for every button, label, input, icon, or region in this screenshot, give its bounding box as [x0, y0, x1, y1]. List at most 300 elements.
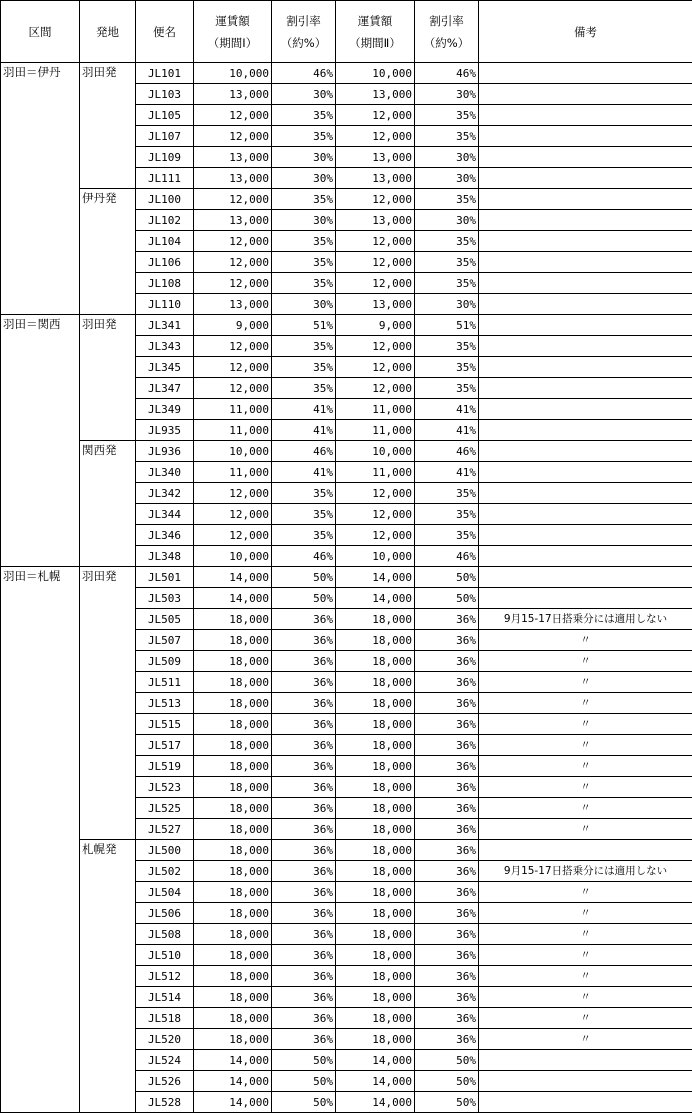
rate-period-1-cell: 36% [272, 735, 336, 756]
header-flight: 便名 [136, 1, 194, 63]
rate-period-1-cell: 35% [272, 105, 336, 126]
note-cell [479, 1092, 692, 1113]
fare-period-1-cell: 12,000 [194, 525, 272, 546]
fare-period-1-cell: 12,000 [194, 105, 272, 126]
header-fare-period-2-sub: （期間Ⅱ） [338, 32, 412, 54]
note-cell [479, 231, 692, 252]
rate-period-2-cell: 41% [415, 462, 479, 483]
rate-period-2-cell: 36% [415, 819, 479, 840]
fare-period-1-cell: 18,000 [194, 756, 272, 777]
flight-number-cell: JL104 [136, 231, 194, 252]
fare-period-1-cell: 12,000 [194, 483, 272, 504]
flight-number-cell: JL341 [136, 315, 194, 336]
rate-period-2-cell: 35% [415, 231, 479, 252]
rate-period-1-cell: 35% [272, 231, 336, 252]
note-cell [479, 315, 692, 336]
fare-period-2-cell: 14,000 [336, 1092, 415, 1113]
note-cell: 〃 [479, 1008, 692, 1029]
flight-number-cell: JL506 [136, 903, 194, 924]
flight-number-cell: JL102 [136, 210, 194, 231]
rate-period-2-cell: 35% [415, 252, 479, 273]
fare-period-2-cell: 12,000 [336, 126, 415, 147]
note-cell: 〃 [479, 693, 692, 714]
flight-number-cell: JL105 [136, 105, 194, 126]
rate-period-1-cell: 50% [272, 1050, 336, 1071]
flight-number-cell: JL100 [136, 189, 194, 210]
rate-period-2-cell: 51% [415, 315, 479, 336]
rate-period-2-cell: 35% [415, 336, 479, 357]
rate-period-1-cell: 50% [272, 1092, 336, 1113]
rate-period-1-cell: 35% [272, 126, 336, 147]
flight-number-cell: JL523 [136, 777, 194, 798]
rate-period-1-cell: 36% [272, 861, 336, 882]
rate-period-1-cell: 35% [272, 357, 336, 378]
rate-period-1-cell: 36% [272, 1008, 336, 1029]
fare-period-1-cell: 12,000 [194, 273, 272, 294]
note-cell: 〃 [479, 756, 692, 777]
rate-period-1-cell: 30% [272, 168, 336, 189]
fare-period-2-cell: 18,000 [336, 840, 415, 861]
fare-period-2-cell: 12,000 [336, 105, 415, 126]
fare-period-2-cell: 12,000 [336, 504, 415, 525]
rate-period-1-cell: 36% [272, 798, 336, 819]
flight-number-cell: JL502 [136, 861, 194, 882]
note-cell [479, 63, 692, 84]
rate-period-2-cell: 35% [415, 357, 479, 378]
fare-period-1-cell: 12,000 [194, 504, 272, 525]
table-row [1, 840, 692, 861]
note-cell: 〃 [479, 882, 692, 903]
fare-period-2-cell: 18,000 [336, 945, 415, 966]
flight-number-cell: JL510 [136, 945, 194, 966]
fare-period-2-cell: 18,000 [336, 714, 415, 735]
fare-period-2-cell: 10,000 [336, 546, 415, 567]
fare-period-1-cell: 12,000 [194, 189, 272, 210]
fare-period-1-cell: 18,000 [194, 966, 272, 987]
flight-number-cell: JL340 [136, 462, 194, 483]
flight-number-cell: JL508 [136, 924, 194, 945]
fare-period-1-cell: 13,000 [194, 147, 272, 168]
rate-period-2-cell: 46% [415, 441, 479, 462]
fare-period-1-cell: 11,000 [194, 420, 272, 441]
table-row [1, 189, 692, 210]
rate-period-1-cell: 36% [272, 609, 336, 630]
fare-period-2-cell: 10,000 [336, 441, 415, 462]
fare-period-2-cell: 13,000 [336, 168, 415, 189]
fare-period-2-cell: 18,000 [336, 630, 415, 651]
fare-period-2-cell: 18,000 [336, 777, 415, 798]
header-route: 区間 [1, 1, 80, 63]
fare-period-1-cell: 11,000 [194, 399, 272, 420]
note-cell [479, 105, 692, 126]
flight-number-cell: JL511 [136, 672, 194, 693]
fare-period-1-cell: 12,000 [194, 231, 272, 252]
rate-period-2-cell: 30% [415, 84, 479, 105]
note-cell: 〃 [479, 672, 692, 693]
rate-period-2-cell: 35% [415, 525, 479, 546]
fare-period-2-cell: 18,000 [336, 1029, 415, 1050]
rate-period-2-cell: 50% [415, 588, 479, 609]
fare-period-2-cell: 18,000 [336, 798, 415, 819]
rate-period-2-cell: 35% [415, 273, 479, 294]
rate-period-1-cell: 36% [272, 840, 336, 861]
rate-period-1-cell: 36% [272, 651, 336, 672]
fare-period-2-cell: 18,000 [336, 966, 415, 987]
rate-period-2-cell: 36% [415, 882, 479, 903]
rate-period-1-cell: 35% [272, 336, 336, 357]
rate-period-1-cell: 36% [272, 987, 336, 1008]
header-rate-period-2 [415, 1, 479, 63]
rate-period-2-cell: 36% [415, 651, 479, 672]
header-fare-period-2-label: 運賃額 [338, 10, 412, 32]
flight-number-cell: JL342 [136, 483, 194, 504]
flight-number-cell: JL503 [136, 588, 194, 609]
table-row [1, 567, 692, 588]
rate-period-2-cell: 50% [415, 1050, 479, 1071]
flight-number-cell: JL346 [136, 525, 194, 546]
fare-period-1-cell: 12,000 [194, 252, 272, 273]
table-row [1, 315, 692, 336]
fare-period-1-cell: 9,000 [194, 315, 272, 336]
fare-period-1-cell: 12,000 [194, 378, 272, 399]
fare-period-1-cell: 11,000 [194, 462, 272, 483]
origin-cell: 札幌発 [80, 840, 136, 1113]
header-origin: 発地 [80, 1, 136, 63]
header-rate-period-2-label: 割引率 [417, 10, 476, 32]
note-cell: 〃 [479, 714, 692, 735]
rate-period-1-cell: 36% [272, 882, 336, 903]
flight-number-cell: JL936 [136, 441, 194, 462]
header-fare-period-1 [194, 1, 272, 63]
rate-period-1-cell: 50% [272, 567, 336, 588]
rate-period-2-cell: 35% [415, 126, 479, 147]
rate-period-2-cell: 36% [415, 945, 479, 966]
fare-period-1-cell: 12,000 [194, 357, 272, 378]
fare-period-1-cell: 18,000 [194, 735, 272, 756]
fare-period-2-cell: 11,000 [336, 399, 415, 420]
rate-period-2-cell: 36% [415, 924, 479, 945]
note-cell: 〃 [479, 903, 692, 924]
fare-period-2-cell: 18,000 [336, 735, 415, 756]
note-cell: 〃 [479, 630, 692, 651]
header-fare-period-1-label: 運賃額 [196, 10, 269, 32]
flight-number-cell: JL520 [136, 1029, 194, 1050]
fare-period-2-cell: 12,000 [336, 336, 415, 357]
note-cell: 〃 [479, 735, 692, 756]
fare-period-1-cell: 18,000 [194, 840, 272, 861]
rate-period-2-cell: 36% [415, 777, 479, 798]
rate-period-1-cell: 36% [272, 630, 336, 651]
rate-period-1-cell: 36% [272, 777, 336, 798]
note-cell [479, 252, 692, 273]
fare-period-1-cell: 18,000 [194, 714, 272, 735]
header-rate-period-1-sub: （約%） [274, 32, 333, 54]
note-cell: 9月15-17日搭乗分には適用しない [479, 861, 692, 882]
rate-period-1-cell: 36% [272, 756, 336, 777]
table-body [1, 63, 692, 1113]
note-cell: 〃 [479, 924, 692, 945]
header-fare-period-1-sub: （期間Ⅰ） [196, 32, 269, 54]
rate-period-2-cell: 50% [415, 1092, 479, 1113]
fare-period-1-cell: 18,000 [194, 819, 272, 840]
fare-period-1-cell: 14,000 [194, 567, 272, 588]
rate-period-1-cell: 36% [272, 819, 336, 840]
note-cell [479, 294, 692, 315]
note-cell [479, 168, 692, 189]
flight-number-cell: JL345 [136, 357, 194, 378]
fare-period-2-cell: 18,000 [336, 609, 415, 630]
rate-period-2-cell: 36% [415, 903, 479, 924]
rate-period-1-cell: 30% [272, 294, 336, 315]
fare-period-1-cell: 18,000 [194, 882, 272, 903]
rate-period-1-cell: 30% [272, 147, 336, 168]
rate-period-1-cell: 36% [272, 672, 336, 693]
table-row [1, 63, 692, 84]
note-cell [479, 189, 692, 210]
rate-period-2-cell: 50% [415, 1071, 479, 1092]
flight-number-cell: JL935 [136, 420, 194, 441]
fare-period-2-cell: 12,000 [336, 378, 415, 399]
rate-period-1-cell: 35% [272, 189, 336, 210]
rate-period-2-cell: 35% [415, 105, 479, 126]
rate-period-2-cell: 46% [415, 546, 479, 567]
fare-period-2-cell: 12,000 [336, 189, 415, 210]
rate-period-1-cell: 30% [272, 210, 336, 231]
rate-period-2-cell: 36% [415, 672, 479, 693]
flight-number-cell: JL348 [136, 546, 194, 567]
rate-period-2-cell: 36% [415, 693, 479, 714]
flight-number-cell: JL103 [136, 84, 194, 105]
rate-period-1-cell: 35% [272, 378, 336, 399]
rate-period-1-cell: 30% [272, 84, 336, 105]
rate-period-1-cell: 36% [272, 945, 336, 966]
note-cell: 〃 [479, 987, 692, 1008]
rate-period-1-cell: 46% [272, 546, 336, 567]
note-cell: 9月15-17日搭乗分には適用しない [479, 609, 692, 630]
note-cell [479, 378, 692, 399]
flight-number-cell: JL101 [136, 63, 194, 84]
rate-period-1-cell: 46% [272, 441, 336, 462]
origin-cell: 羽田発 [80, 567, 136, 840]
flight-number-cell: JL109 [136, 147, 194, 168]
fare-period-2-cell: 12,000 [336, 483, 415, 504]
flight-number-cell: JL524 [136, 1050, 194, 1071]
rate-period-1-cell: 41% [272, 420, 336, 441]
flight-number-cell: JL509 [136, 651, 194, 672]
flight-number-cell: JL344 [136, 504, 194, 525]
fare-period-1-cell: 12,000 [194, 126, 272, 147]
note-cell [479, 567, 692, 588]
fare-period-1-cell: 14,000 [194, 1092, 272, 1113]
flight-number-cell: JL500 [136, 840, 194, 861]
fare-period-2-cell: 18,000 [336, 672, 415, 693]
fare-period-2-cell: 12,000 [336, 525, 415, 546]
rate-period-1-cell: 36% [272, 714, 336, 735]
fare-period-1-cell: 18,000 [194, 630, 272, 651]
flight-number-cell: JL514 [136, 987, 194, 1008]
note-cell [479, 336, 692, 357]
fare-period-1-cell: 18,000 [194, 924, 272, 945]
fare-period-2-cell: 14,000 [336, 1050, 415, 1071]
fare-period-2-cell: 18,000 [336, 693, 415, 714]
fare-period-1-cell: 13,000 [194, 84, 272, 105]
rate-period-2-cell: 41% [415, 420, 479, 441]
fare-period-2-cell: 18,000 [336, 987, 415, 1008]
note-cell: 〃 [479, 777, 692, 798]
fare-period-2-cell: 18,000 [336, 882, 415, 903]
flight-number-cell: JL501 [136, 567, 194, 588]
flight-number-cell: JL519 [136, 756, 194, 777]
rate-period-1-cell: 36% [272, 924, 336, 945]
note-cell [479, 441, 692, 462]
rate-period-1-cell: 35% [272, 525, 336, 546]
fare-period-2-cell: 12,000 [336, 252, 415, 273]
flight-number-cell: JL504 [136, 882, 194, 903]
fare-period-1-cell: 14,000 [194, 1050, 272, 1071]
rate-period-1-cell: 35% [272, 504, 336, 525]
rate-period-2-cell: 36% [415, 630, 479, 651]
fare-period-1-cell: 18,000 [194, 609, 272, 630]
note-cell: 〃 [479, 798, 692, 819]
fare-period-2-cell: 12,000 [336, 273, 415, 294]
fare-period-1-cell: 13,000 [194, 210, 272, 231]
flight-number-cell: JL111 [136, 168, 194, 189]
rate-period-1-cell: 50% [272, 588, 336, 609]
rate-period-2-cell: 36% [415, 840, 479, 861]
fare-period-1-cell: 18,000 [194, 1008, 272, 1029]
rate-period-2-cell: 30% [415, 168, 479, 189]
rate-period-1-cell: 36% [272, 966, 336, 987]
route-cell: 羽田＝関西 [1, 315, 80, 567]
note-cell [479, 357, 692, 378]
origin-cell: 羽田発 [80, 315, 136, 441]
note-cell [479, 1071, 692, 1092]
fare-period-2-cell: 14,000 [336, 567, 415, 588]
route-cell: 羽田＝札幌 [1, 567, 80, 1113]
note-cell [479, 420, 692, 441]
fare-period-2-cell: 18,000 [336, 651, 415, 672]
header-rate-period-1 [272, 1, 336, 63]
fare-period-2-cell: 11,000 [336, 420, 415, 441]
header-rate-period-2-sub: （約%） [417, 32, 476, 54]
fare-period-1-cell: 18,000 [194, 777, 272, 798]
note-cell [479, 588, 692, 609]
note-cell [479, 147, 692, 168]
fare-period-1-cell: 18,000 [194, 861, 272, 882]
rate-period-2-cell: 36% [415, 798, 479, 819]
rate-period-2-cell: 36% [415, 966, 479, 987]
origin-cell: 関西発 [80, 441, 136, 567]
note-cell: 〃 [479, 651, 692, 672]
rate-period-2-cell: 35% [415, 189, 479, 210]
flight-number-cell: JL343 [136, 336, 194, 357]
note-cell [479, 399, 692, 420]
rate-period-2-cell: 35% [415, 483, 479, 504]
fare-period-2-cell: 11,000 [336, 462, 415, 483]
flight-number-cell: JL518 [136, 1008, 194, 1029]
fare-period-2-cell: 10,000 [336, 63, 415, 84]
origin-cell: 伊丹発 [80, 189, 136, 315]
rate-period-1-cell: 50% [272, 1071, 336, 1092]
rate-period-1-cell: 46% [272, 63, 336, 84]
rate-period-2-cell: 36% [415, 735, 479, 756]
rate-period-1-cell: 36% [272, 1029, 336, 1050]
rate-period-2-cell: 36% [415, 756, 479, 777]
rate-period-2-cell: 36% [415, 714, 479, 735]
flight-number-cell: JL110 [136, 294, 194, 315]
rate-period-2-cell: 36% [415, 1008, 479, 1029]
table-header [1, 1, 692, 63]
rate-period-2-cell: 30% [415, 147, 479, 168]
table-row [1, 441, 692, 462]
fare-period-2-cell: 14,000 [336, 1071, 415, 1092]
note-cell [479, 462, 692, 483]
flight-number-cell: JL108 [136, 273, 194, 294]
fare-period-1-cell: 18,000 [194, 903, 272, 924]
note-cell [479, 84, 692, 105]
rate-period-1-cell: 41% [272, 399, 336, 420]
note-cell: 〃 [479, 819, 692, 840]
rate-period-2-cell: 36% [415, 609, 479, 630]
fare-period-2-cell: 14,000 [336, 588, 415, 609]
rate-period-2-cell: 41% [415, 399, 479, 420]
fare-period-2-cell: 18,000 [336, 861, 415, 882]
note-cell: 〃 [479, 966, 692, 987]
flight-number-cell: JL515 [136, 714, 194, 735]
rate-period-2-cell: 36% [415, 1029, 479, 1050]
rate-period-2-cell: 36% [415, 987, 479, 1008]
rate-period-1-cell: 35% [272, 273, 336, 294]
rate-period-2-cell: 35% [415, 378, 479, 399]
flight-number-cell: JL106 [136, 252, 194, 273]
rate-period-2-cell: 46% [415, 63, 479, 84]
rate-period-1-cell: 36% [272, 693, 336, 714]
note-cell [479, 126, 692, 147]
flight-number-cell: JL525 [136, 798, 194, 819]
flight-number-cell: JL347 [136, 378, 194, 399]
fare-period-2-cell: 12,000 [336, 357, 415, 378]
origin-cell: 羽田発 [80, 63, 136, 189]
header-fare-period-2 [336, 1, 415, 63]
note-cell [479, 504, 692, 525]
fare-period-2-cell: 18,000 [336, 1008, 415, 1029]
rate-period-1-cell: 35% [272, 252, 336, 273]
fare-period-2-cell: 18,000 [336, 903, 415, 924]
fare-period-1-cell: 10,000 [194, 546, 272, 567]
fare-period-1-cell: 10,000 [194, 63, 272, 84]
fare-period-1-cell: 18,000 [194, 987, 272, 1008]
rate-period-2-cell: 30% [415, 294, 479, 315]
rate-period-2-cell: 35% [415, 504, 479, 525]
rate-period-2-cell: 50% [415, 567, 479, 588]
note-cell [479, 1050, 692, 1071]
rate-period-1-cell: 51% [272, 315, 336, 336]
fare-period-2-cell: 13,000 [336, 294, 415, 315]
flight-number-cell: JL512 [136, 966, 194, 987]
fare-period-1-cell: 18,000 [194, 651, 272, 672]
fare-period-1-cell: 13,000 [194, 294, 272, 315]
fare-period-1-cell: 14,000 [194, 1071, 272, 1092]
flight-number-cell: JL513 [136, 693, 194, 714]
note-cell [479, 210, 692, 231]
fare-period-1-cell: 12,000 [194, 336, 272, 357]
rate-period-2-cell: 36% [415, 861, 479, 882]
fare-period-1-cell: 18,000 [194, 945, 272, 966]
fare-period-1-cell: 18,000 [194, 693, 272, 714]
note-cell [479, 840, 692, 861]
flight-number-cell: JL527 [136, 819, 194, 840]
fare-period-1-cell: 18,000 [194, 798, 272, 819]
